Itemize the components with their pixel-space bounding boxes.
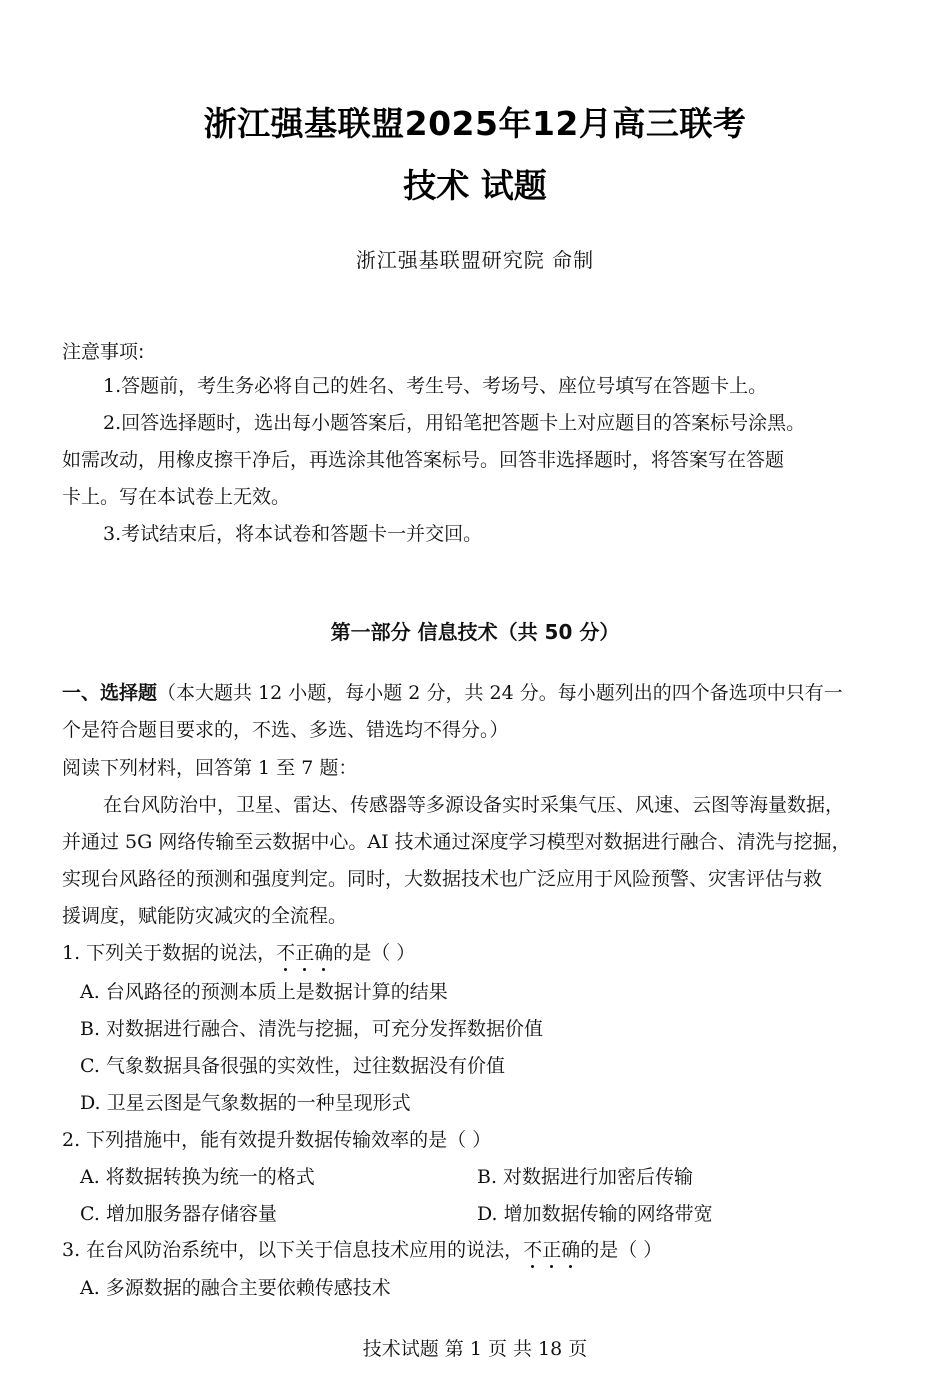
emphasis-char: 不 [276,942,296,964]
emphasis-char: 确 [561,1239,581,1261]
exam-title: 浙江强基联盟2025年12月高三联考 [203,104,747,143]
reading-intro: 阅读下列材料，回答第 1 至 7 题： [62,757,358,779]
notice-item-2-line-2: 如需改动，用橡皮擦干净后，再选涂其他答案标号。回答非选择题时，将答案写在答题 [62,449,785,471]
notice-item-2-line-3: 卡上。写在本试卷上无效。 [62,486,291,508]
part-description-1: （本大题共 12 小题，每小题 2 分，共 24 分。每小题列出的四个备选项中只有一 [157,682,843,704]
question-2-stem: 2. 下列措施中，能有效提升数据传输效率的是（ ） [62,1129,492,1151]
part-label: 一、选择题 [62,682,158,704]
question-1-stem-text: 1. 下列关于数据的说法， [62,942,277,964]
question-1-option-b: B. 对数据进行融合、清洗与挖掘，可充分发挥数据价值 [80,1018,544,1040]
question-2-option-d: D. 增加数据传输的网络带宽 [477,1203,713,1225]
question-2-option-a: A. 将数据转换为统一的格式 [80,1166,315,1188]
part-heading [62,684,843,703]
question-1-stem [62,944,415,963]
question-2-option-c: C. 增加服务器存储容量 [80,1203,277,1225]
question-3-stem-text: 3. 在台风防治系统中，以下关于信息技术应用的说法， [62,1239,524,1261]
question-2-option-b: B. 对数据进行加密后传输 [477,1166,694,1188]
question-1-stem-end: 的是（ ） [333,942,416,964]
question-3-stem [62,1241,662,1260]
question-3-stem-end: 的是（ ） [580,1239,663,1261]
notice-item-1: 1.答题前，考生务必将自己的姓名、考生号、考场号、座位号填写在答题卡上。 [103,375,768,397]
material-line-2: 并通过 5G 网络传输至云数据中心。AI 技术通过深度学习模型对数据进行融合、清洗与挖掘， [62,831,851,853]
material-line-3: 实现台风路径的预测和强度判定。同时，大数据技术也广泛应用于风险预警、灾害评估与救 [62,868,823,890]
exam-subject: 技术 试题 [403,166,547,205]
question-1-option-d: D. 卫星云图是气象数据的一种呈现形式 [80,1092,411,1114]
material-line-4: 援调度，赋能防灾减灾的全流程。 [62,905,348,927]
notice-item-3: 3.考试结束后，将本试卷和答题卡一并交回。 [103,523,483,545]
question-1-option-c: C. 气象数据具备很强的实效性，过往数据没有价值 [80,1055,505,1077]
emphasis-char: 不 [523,1239,543,1261]
notice-heading: 注意事项: [62,341,145,363]
question-3-option-a: A. 多源数据的融合主要依赖传感技术 [80,1277,391,1299]
emphasis-char: 正 [295,942,315,964]
exam-author: 浙江强基联盟研究院 命制 [355,248,595,272]
question-1-option-a: A. 台风路径的预测本质上是数据计算的结果 [80,981,448,1003]
page-footer: 技术试题 第 1 页 共 18 页 [362,1338,588,1360]
material-line-1: 在台风防治中，卫星、雷达、传感器等多源设备实时采集气压、风速、云图等海量数据， [103,794,845,816]
part-description-2: 个是符合题目要求的，不选、多选、错选均不得分。） [62,719,509,741]
section-title: 第一部分 信息技术（共 50 分） [330,620,620,644]
emphasis-char: 正 [542,1239,562,1261]
notice-item-2-line-1: 2.回答选择题时，选出每小题答案后，用铅笔把答题卡上对应题目的答案标号涂黑。 [103,412,806,434]
emphasis-char: 确 [314,942,334,964]
